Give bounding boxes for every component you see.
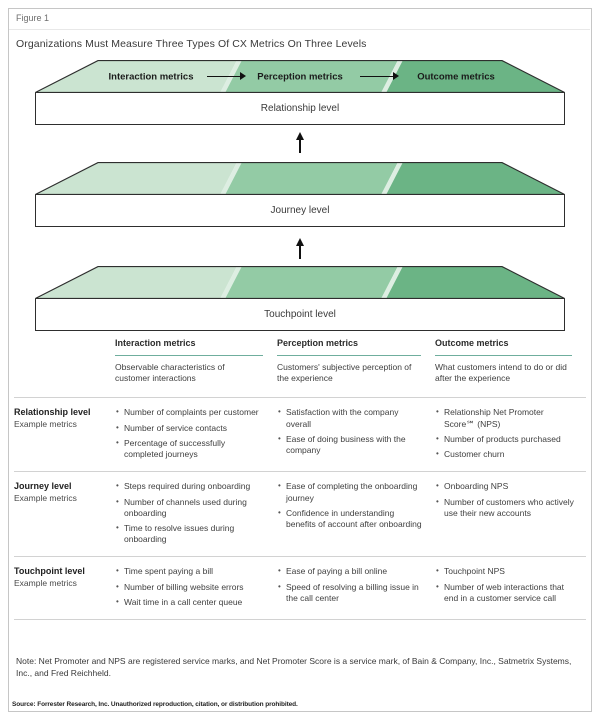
arrow-right-icon — [207, 76, 241, 78]
level-label-relationship: Relationship level — [260, 103, 340, 114]
up-arrow-icon — [296, 238, 304, 259]
cell-outcome: • Relationship Net Promoter Score℠ (NPS) • Number of products purchased • Customer churn — [435, 407, 586, 464]
example-metrics-table — [14, 338, 586, 620]
platform-touchpoint — [35, 266, 565, 331]
metric-flow — [35, 60, 565, 93]
column-header-perception: Perception metrics Customers' subjective perception of the experience — [277, 338, 435, 384]
level-box-touchpoint — [35, 298, 565, 331]
cell-interaction: • Steps required during onboarding • Number of channels used during onboarding • Time to resolve issues during onboarding — [115, 481, 277, 549]
level-label-touchpoint: Touchpoint level — [264, 309, 336, 320]
platform-top-face — [35, 266, 565, 299]
metric-flow-outcome: Outcome metrics — [417, 71, 495, 82]
figure-rule — [9, 29, 590, 30]
table-header-spacer — [14, 338, 115, 384]
cell-interaction: • Time spent paying a bill • Number of billing website errors • Wait time in a call center queue — [115, 566, 277, 612]
row-label: Touchpoint level Example metrics — [14, 566, 85, 589]
metric-flow-interaction: Interaction metrics — [108, 71, 194, 82]
table-row-journey — [14, 472, 586, 556]
table-row-relationship — [14, 398, 586, 471]
metric-flow-perception: Perception metrics — [257, 71, 343, 82]
table-header-row — [14, 338, 586, 384]
platform-journey — [35, 162, 565, 227]
row-divider — [14, 619, 586, 620]
column-header-outcome: Outcome metrics What customers intend to do or did after the experience — [435, 338, 586, 384]
arrow-right-icon — [360, 76, 394, 78]
platform-top-face — [35, 162, 565, 195]
up-arrow-icon — [296, 132, 304, 153]
row-label: Journey level Example metrics — [14, 481, 77, 503]
figure-title: Organizations Must Measure Three Types Of CX Metrics On Three Levels — [16, 38, 367, 50]
cell-perception: • Ease of completing the onboarding journey • Confidence in understanding benefits of account after onboarding — [277, 481, 435, 549]
cell-outcome: • Touchpoint NPS • Number of web interactions that end in a customer service call — [435, 566, 586, 612]
level-box-journey — [35, 194, 565, 227]
table-row-touchpoint — [14, 557, 586, 619]
column-header-interaction: Interaction metrics Observable characteristics of customer interactions — [115, 338, 277, 384]
level-box-relationship — [35, 92, 565, 125]
row-label: Relationship level Example metrics — [14, 407, 91, 430]
cell-perception: • Ease of paying a bill online • Speed of resolving a billing issue in the call center — [277, 566, 435, 612]
cell-perception: • Satisfaction with the company overall • Ease of doing business with the company — [277, 407, 435, 464]
cell-interaction: • Number of complaints per customer • Number of service contacts • Percentage of successfully completed journeys — [115, 407, 277, 464]
level-label-journey: Journey level — [270, 205, 330, 216]
platform-relationship — [35, 60, 565, 125]
note-text: Note: Net Promoter and NPS are registered service marks, and Net Promoter Score is a service mark, of Bain & Company, Inc., Satmetrix Systems, Inc., and Fred Reichheld. — [16, 656, 572, 678]
cell-outcome: • Onboarding NPS • Number of customers who actively use their new accounts — [435, 481, 586, 549]
figure-number: Figure 1 — [16, 13, 50, 23]
source-text: Source: Forrester Research, Inc. Unauthorized reproduction, citation, or distribution prohibited. — [12, 701, 298, 708]
